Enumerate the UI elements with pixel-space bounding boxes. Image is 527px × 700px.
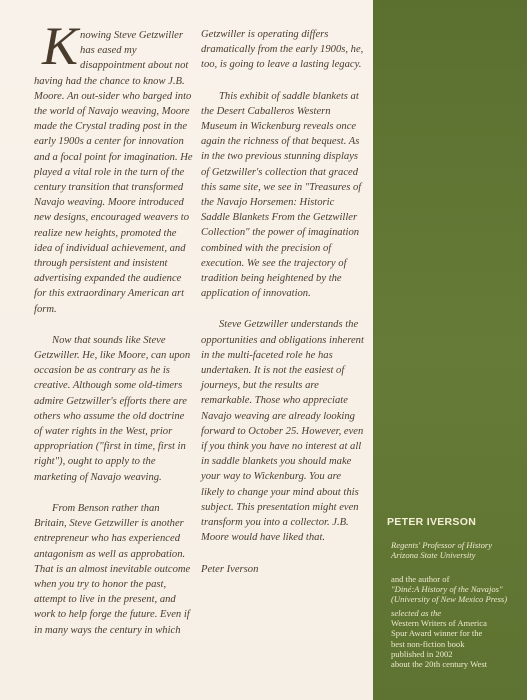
award-line: Spur Award winner for the: [391, 628, 483, 639]
author-award: [391, 608, 521, 669]
book-publisher: (University of New Mexico Press): [391, 594, 508, 605]
paragraph: Now that sounds like Steve Getzwiller. He, like Moore, can upon occasion be as contrary as he is creative. Although some old-timers admire Getzwiller's efforts there are others who assume the old doctrine of water rights in the West, prior appropriation ("first in time, first in right"), ought to apply to the marketing of Navajo weaving.: [34, 334, 191, 483]
book-title: "Diné:A History of the Navajos": [391, 584, 503, 595]
award-line: Western Writers of America: [391, 618, 487, 629]
paragraph: This exhibit of saddle blankets at the Desert Caballeros Western Museum in Wickenburg reveals once again the richness of that bequest. As in the two previous stunning displays of Getzwiller's collection that graced this same site, we see in "Treasures of the Navajo Horsemen: Historic Saddle Blankets From the Getzwiller Collection" the power of imagination combined with the precision of execution. We see the trajectory of tradition being heightened by the application of innovation.: [201, 90, 362, 300]
award-line: published in 2002: [391, 648, 453, 659]
author-book: [391, 574, 521, 605]
drop-cap: K: [42, 16, 79, 76]
author-title: [391, 540, 521, 560]
paragraph: Getzwiller is operating differs dramatically from the early 1900s, he, too, is going to leave a lasting legacy.: [201, 29, 364, 71]
text-column-left: [34, 16, 194, 654]
book-line: and the author of: [391, 574, 450, 584]
author-name: PETER IVERSON: [387, 516, 477, 528]
text-column-right: [201, 27, 364, 593]
paragraph: From Benson rather than Britain, Steve Getzwiller is another entrepreneur who has experienced antagonism as well as approbation. That is an almost inevitable outcome when you try to honor the past, attempt to live in the present, and work to help forge the future. Even if in many ways the century in which: [34, 502, 191, 636]
paragraph: Steve Getzwiller understands the opportunities and obligations inherent in the multi-faceted role he has undertaken. It is not the easiest of journeys, but the results are remarkable. Those who appreciate Navajo weaving are already looking forward to October 25. However, even if you think you have no interest at all in saddle blankets you should make your way to Wickenburg. You are likely to change your mind about this subject. This presentation might even transform you into a collector. J.B. Moore would have liked that.: [201, 319, 364, 544]
title-line: Arizona State University: [391, 550, 476, 561]
paragraph-text: nowing Steve Getzwiller has eased my disappointment about not having had the chance to know J.B. Moore. An out-sider who barged into the world of Navajo weaving, Moore made the Crystal trading post in the early 1900s a center for innovation and a focal point for imagination. He played a vital role in the turn of the century transition that transformed Navajo weaving. Moore introduced new designs, encouraged weavers to realize new heights, promoted the idea of individual achievement, and through persistent and insistent advertising expanded the audience for this extraordinary American art form.: [34, 30, 193, 315]
author-sidebar: [373, 0, 527, 700]
author-signature: Peter Iverson: [201, 563, 259, 575]
paragraph: [34, 16, 194, 317]
award-line: selected as the: [391, 608, 442, 618]
award-line: about the 20th century West: [391, 659, 488, 670]
title-line: Regents' Professor of History: [391, 540, 493, 550]
award-line: best non-fiction book: [391, 638, 465, 649]
